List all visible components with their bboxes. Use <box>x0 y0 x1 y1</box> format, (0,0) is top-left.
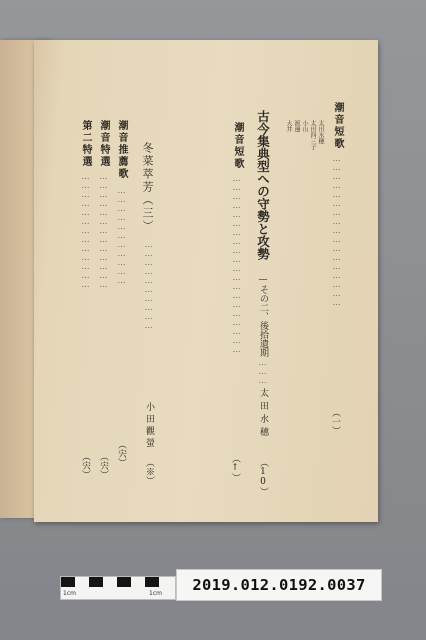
toc-leader-dots: …………………………………………… <box>332 154 341 307</box>
scale-ruler <box>60 576 176 600</box>
toc-author-name: 太田水穗 <box>317 120 324 144</box>
toc-page-number: （10） <box>258 458 268 496</box>
ruler-unit-label: 1cm <box>63 590 76 597</box>
ruler-block <box>117 577 131 587</box>
toc-leader-dots: …………………………… <box>117 186 126 285</box>
ruler-unit-label: 1cm <box>149 590 162 597</box>
toc-leader-dots: …………………………………………………… <box>232 174 241 354</box>
toc-page-number: （宍） <box>80 452 90 479</box>
toc-page-number: （宍） <box>116 440 126 467</box>
toc-author-name: 小山 <box>301 120 308 132</box>
toc-author-name: 渡邊 <box>293 120 300 132</box>
toc-leader-dots: ………………………… <box>144 240 153 330</box>
toc-leader-dots: ………………………………… <box>81 172 90 289</box>
toc-section-author: 小田觀螢 <box>144 402 154 450</box>
toc-heading-tokusen: 潮音特選 <box>98 120 109 168</box>
toc-page-number: （一） <box>330 408 340 435</box>
toc-article-author: 太田水穗 <box>258 388 268 440</box>
toc-heading-shioon-tanka: 潮音短歌 <box>232 122 243 170</box>
toc-article-title: 古今集典型への守勢と攻勢 <box>255 110 271 260</box>
toc-heading-fuyuna: 冬菜萃芳（三） <box>141 142 154 233</box>
ruler-block <box>61 577 75 587</box>
ruler-block <box>89 577 103 587</box>
toc-leader-dots: ………………………………… <box>99 172 108 289</box>
toc-heading-suisenka: 潮音推薦歌 <box>116 120 127 180</box>
toc-article-subtitle: —その二、後拾遺期 <box>258 275 268 357</box>
toc-heading-dai2-tokusen: 第二特選 <box>80 120 91 168</box>
contents-page <box>34 40 378 522</box>
toc-author-name: 大井 <box>285 120 292 132</box>
toc-page-number: （※） <box>144 458 154 485</box>
toc-leader-dots: ……… <box>258 358 267 385</box>
toc-page-number: （宍） <box>98 452 108 479</box>
catalog-number-label: 2019.012.0192.0037 <box>176 569 382 601</box>
toc-page-number: （↑） <box>230 454 240 482</box>
ruler-block <box>145 577 159 587</box>
toc-author-name: 太田四三子 <box>309 120 316 150</box>
toc-heading-shioon-tanka: 潮音短歌 <box>332 102 343 150</box>
